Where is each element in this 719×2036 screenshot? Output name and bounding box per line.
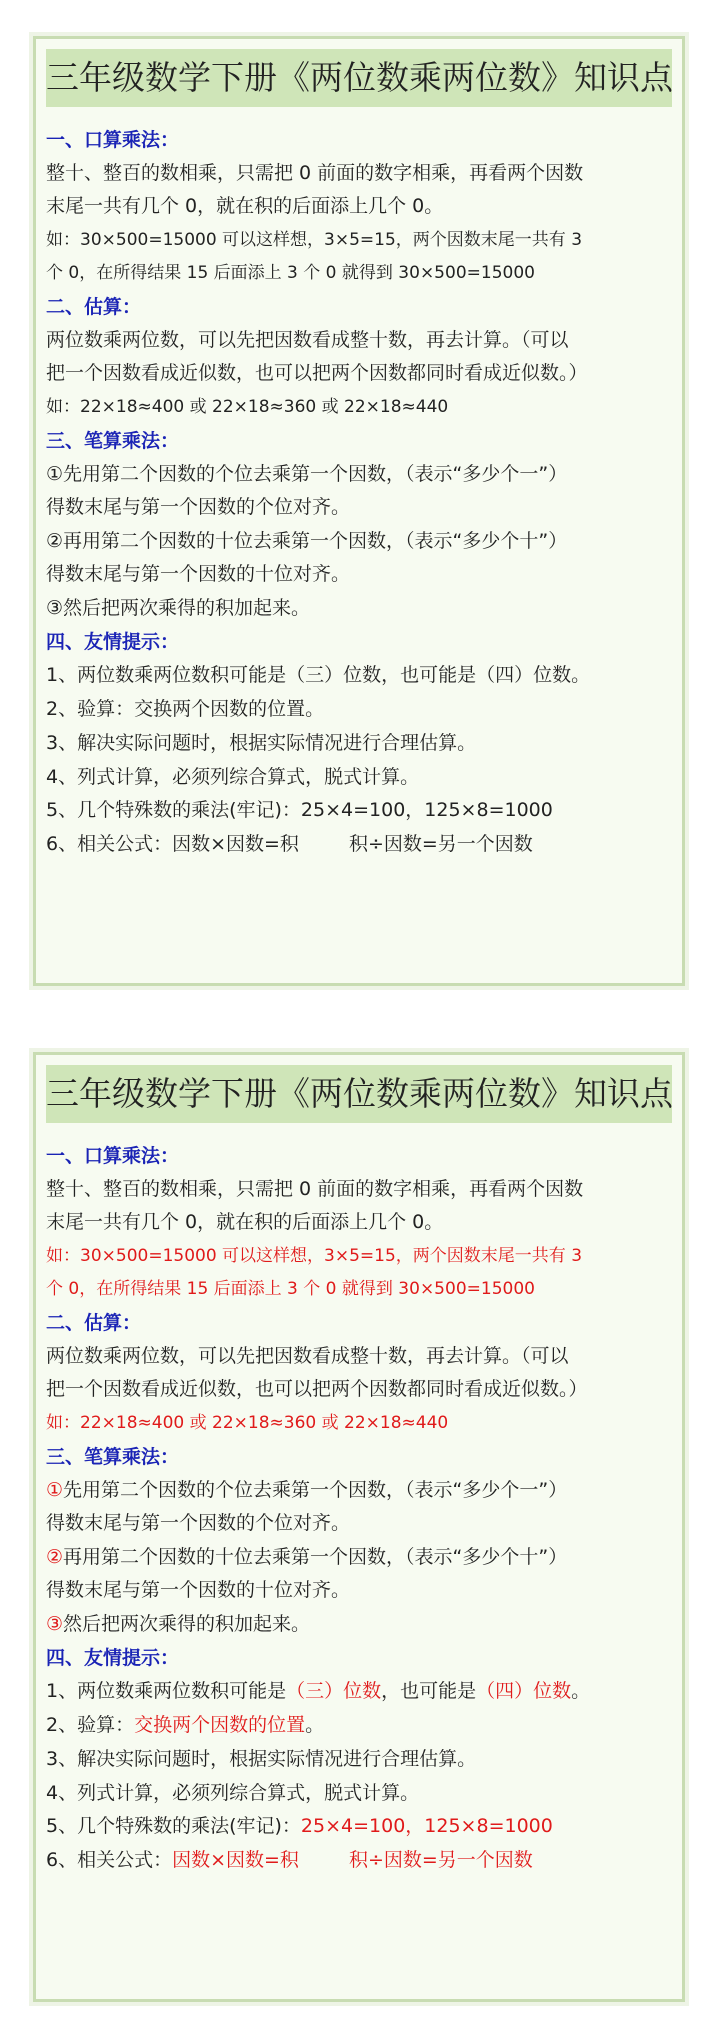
tip-line: 3、解决实际问题时，根据实际情况进行合理估算。: [46, 1748, 477, 1770]
text-line: 把一个因数看成近似数，也可以把两个因数都同时看成近似数。）: [46, 1378, 588, 1400]
knowledge-card-highlighted: [33, 1052, 685, 2002]
section-heading-oral-multiplication: 一、口算乘法：: [46, 1145, 180, 1167]
example-line: 个 0，在所得结果 15 后面添上 3 个 0 就得到 30×500=15000: [46, 263, 535, 283]
example-line-highlighted: 如：30×500=15000 可以这样想，3×5=15，两个因数末尾一共有 3: [46, 1246, 583, 1266]
tip-line: 4、列式计算，必须列综合算式，脱式计算。: [46, 766, 420, 788]
section-heading-written-multiplication: 三、笔算乘法：: [46, 1446, 180, 1468]
card-title: 三年级数学下册《两位数乘两位数》知识点: [46, 1065, 672, 1123]
text-line: 得数末尾与第一个因数的个位对齐。: [46, 1512, 351, 1534]
knowledge-card-plain: [33, 36, 685, 986]
example-line: 如：30×500=15000 可以这样想，3×5=15，两个因数末尾一共有 3: [46, 230, 583, 250]
tip-line: 3、解决实际问题时，根据实际情况进行合理估算。: [46, 732, 477, 754]
text-line: 两位数乘两位数，可以先把因数看成整十数，再去计算。（可以: [46, 329, 569, 351]
tip-line: 1、两位数乘两位数积可能是（三）位数，也可能是（四）位数。: [46, 664, 591, 686]
card-title: 三年级数学下册《两位数乘两位数》知识点: [46, 49, 672, 107]
example-line-highlighted: 如：22×18≈400 或 22×18≈360 或 22×18≈440: [46, 1413, 449, 1433]
section-heading-tips: 四、友情提示：: [46, 1647, 180, 1669]
text-line: 得数末尾与第一个因数的个位对齐。: [46, 496, 351, 518]
tip-line: 2、验算：交换两个因数的位置。: [46, 1714, 325, 1736]
step-line: ②再用第二个因数的十位去乘第一个因数，（表示“多少个十”）: [46, 1546, 568, 1568]
tip-line: 5、几个特殊数的乘法(牢记)：25×4=100，125×8=1000: [46, 799, 553, 821]
section-heading-estimation: 二、估算：: [46, 1312, 142, 1334]
text-line: 两位数乘两位数，可以先把因数看成整十数，再去计算。（可以: [46, 1345, 569, 1367]
text-line: 把一个因数看成近似数，也可以把两个因数都同时看成近似数。）: [46, 362, 588, 384]
text-line: 整十、整百的数相乘，只需把 0 前面的数字相乘，再看两个因数: [46, 162, 584, 184]
section-heading-oral-multiplication: 一、口算乘法：: [46, 129, 180, 151]
step-line: ③然后把两次乘得的积加起来。: [46, 597, 311, 619]
step-line: ①先用第二个因数的个位去乘第一个因数，（表示“多少个一”）: [46, 1479, 568, 1501]
text-line: 末尾一共有几个 0，就在积的后面添上几个 0。: [46, 1211, 444, 1233]
tip-line: 6、相关公式：因数×因数=积 积÷因数=另一个因数: [46, 833, 533, 855]
section-heading-estimation: 二、估算：: [46, 296, 142, 318]
tip-line: 6、相关公式：因数×因数=积 积÷因数=另一个因数: [46, 1849, 533, 1871]
tip-line: 5、几个特殊数的乘法(牢记)：25×4=100，125×8=1000: [46, 1815, 553, 1837]
section-heading-written-multiplication: 三、笔算乘法：: [46, 430, 180, 452]
step-line: ③然后把两次乘得的积加起来。: [46, 1613, 311, 1635]
tip-line: 2、验算：交换两个因数的位置。: [46, 698, 325, 720]
text-line: 整十、整百的数相乘，只需把 0 前面的数字相乘，再看两个因数: [46, 1178, 584, 1200]
example-line-highlighted: 个 0，在所得结果 15 后面添上 3 个 0 就得到 30×500=15000: [46, 1279, 535, 1299]
step-line: ①先用第二个因数的个位去乘第一个因数，（表示“多少个一”）: [46, 463, 568, 485]
tip-line: 4、列式计算，必须列综合算式，脱式计算。: [46, 1782, 420, 1804]
text-line: 得数末尾与第一个因数的十位对齐。: [46, 563, 351, 585]
text-line: 末尾一共有几个 0，就在积的后面添上几个 0。: [46, 195, 444, 217]
step-line: ②再用第二个因数的十位去乘第一个因数，（表示“多少个十”）: [46, 530, 568, 552]
text-line: 得数末尾与第一个因数的十位对齐。: [46, 1579, 351, 1601]
example-line: 如：22×18≈400 或 22×18≈360 或 22×18≈440: [46, 397, 449, 417]
tip-line: 1、两位数乘两位数积可能是（三）位数，也可能是（四）位数。: [46, 1680, 591, 1702]
section-heading-tips: 四、友情提示：: [46, 631, 180, 653]
